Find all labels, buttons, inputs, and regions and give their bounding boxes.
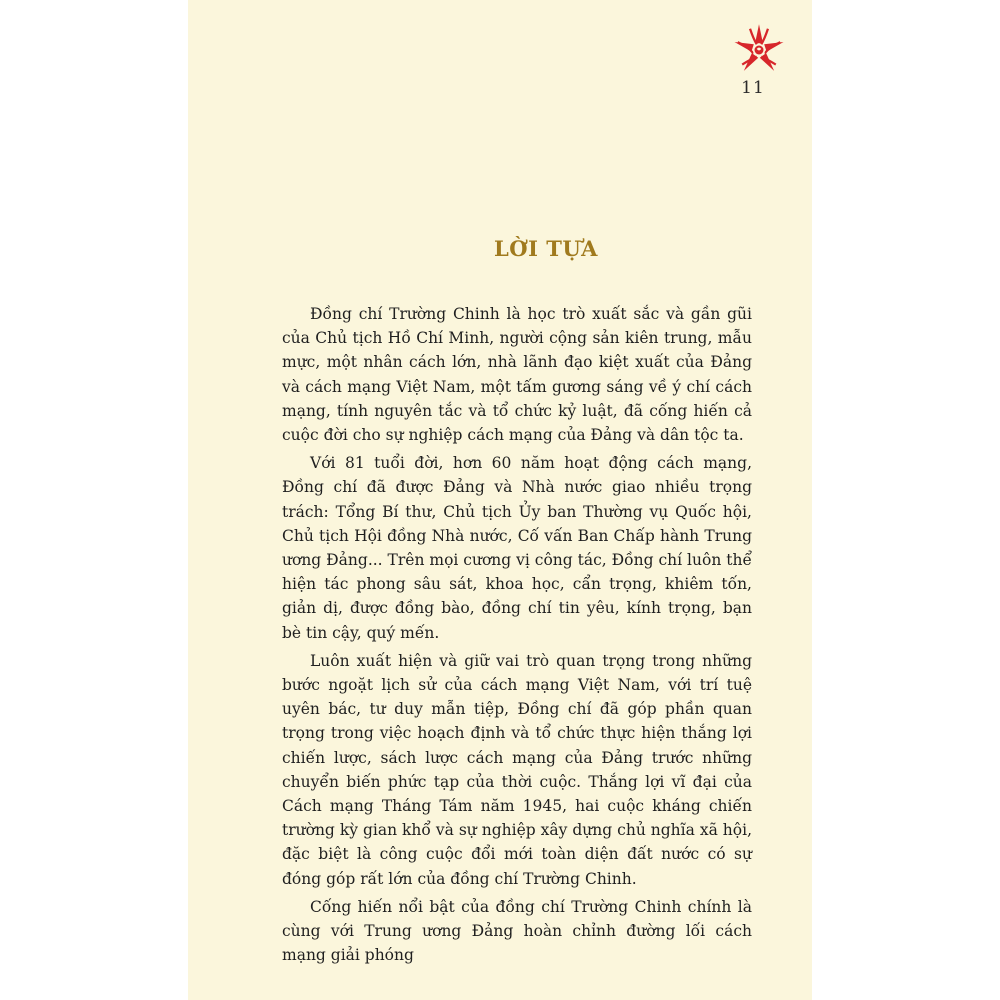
publisher-logo-icon: [731, 22, 787, 78]
paragraph: Luôn xuất hiện và giữ vai trò quan trọng trong những bước ngoặt lịch sử của cách mạng Việt Nam, với trí tuệ uyên bác, tư duy mẫn tiệp, Đồng chí đã góp phần quan trọng trong việc hoạch định và tổ chức thực hiện thắng lợi chiến lược, sách lược cách mạng của Đảng trước những chuyển biến phức tạp của thời cuộc. Thắng lợi vĩ đại của Cách mạng Tháng Tám năm 1945, hai cuộc kháng chiến trường kỳ gian khổ và sự nghiệp xây dựng chủ nghĩa xã hội, đặc biệt là công cuộc đổi mới toàn diện đất nước có sự đóng góp rất lớn của đồng chí Trường Chinh.: [282, 651, 752, 888]
paragraph: Đồng chí Trường Chinh là học trò xuất sắc và gần gũi của Chủ tịch Hồ Chí Minh, người cộng sản kiên trung, mẫu mực, một nhân cách lớn, nhà lãnh đạo kiệt xuất của Đảng và cách mạng Việt Nam, một tấm gương sáng về ý chí cách mạng, tính nguyên tắc và tổ chức kỷ luật, đã cống hiến cả cuộc đời cho sự nghiệp cách mạng của Đảng và dân tộc ta.: [282, 305, 752, 445]
chapter-title: LỜI TỰA: [494, 236, 598, 261]
book-page: [188, 0, 812, 1000]
paragraph: Cống hiến nổi bật của đồng chí Trường Chinh chính là cùng với Trung ương Đảng hoàn chỉnh đường lối cách mạng giải phóng: [282, 897, 752, 965]
paragraph: Với 81 tuổi đời, hơn 60 năm hoạt động cách mạng, Đồng chí đã được Đảng và Nhà nước giao nhiều trọng trách: Tổng Bí thư, Chủ tịch Ủy ban Thường vụ Quốc hội, Chủ tịch Hội đồng Nhà nước, Cố vấn Ban Chấp hành Trung ương Đảng... Trên mọi cương vị công tác, Đồng chí luôn thể hiện tác phong sâu sát, khoa học, cẩn trọng, khiêm tốn, giản dị, được đồng bào, đồng chí tin yêu, kính trọng, bạn bè tin cậy, quý mến.: [282, 454, 752, 642]
page-number: 11: [741, 78, 765, 98]
body-text: [282, 302, 752, 971]
